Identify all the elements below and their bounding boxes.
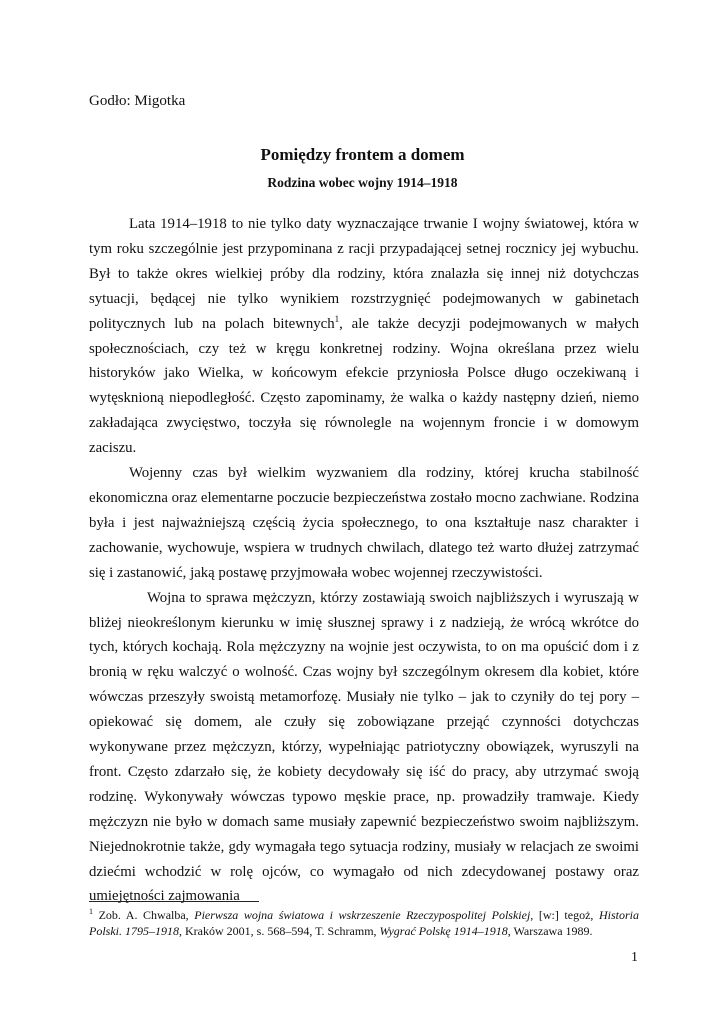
footnote-title-a: Pierwsza wojna światowa i wskrzeszenie Rzeczypospolitej Polskiej <box>194 908 531 922</box>
footnote-separator <box>89 901 259 902</box>
footnote-title-c: Wygrać Polskę 1914–1918 <box>379 924 508 938</box>
footnote-number: 1 <box>89 907 93 916</box>
document-title: Pomiędzy frontem a domem <box>260 145 465 164</box>
paragraph-1 <box>89 212 639 461</box>
motto-line: Godło: Migotka <box>89 93 186 109</box>
footnote-text-d: , Warszawa 1989. <box>507 924 593 938</box>
body-text <box>89 212 639 909</box>
document-subtitle: Rodzina wobec wojny 1914–1918 <box>267 175 458 190</box>
footnote <box>89 907 639 939</box>
footnote-title-b: Historia Polski. 1795–1918 <box>89 908 639 938</box>
paragraph-2: Wojenny czas był wielkim wyzwaniem dla rodziny, której krucha stabilność ekonomiczna oraz elementarne poczucie bezpieczeństwa zostało mocno zachwiane. Rodzina była i jest najważniejszą częścią życia społecznego, to ona kształtuje nasz charakter i zachowanie, wychowuje, wspiera w trudnych chwilach, dlatego też warto dłużej zatrzymać się i zastanowić, jaką postawę przyjmowała wobec wojennej rzeczywistości. <box>89 465 639 581</box>
page-number: 1 <box>631 950 638 965</box>
paragraph-3: Wojna to sprawa mężczyzn, którzy zostawiają swoich najbliższych i wyruszają w bliżej nieokreślonym kierunku w imię słusznej sprawy i z nadzieją, że wrócą wkrótce do tych, których kochają. Rola mężczyzny na wojnie jest oczywista, to on ma opuścić dom i z bronią w ręku walczyć o wolność. Czas wojny był szczególnym okresem dla kobiet, które wówczas przeszyły swoistą metamorfozę. Musiały nie tylko – jak to czyniły do tej pory – opiekować się domem, ale czuły się zobowiązane przejąć czynności dotychczas wykonywane przez mężczyzn, którzy, wypełniając patriotyczny obowiązek, wyruszyli na front. Często zdarzało się, że kobiety decydowały się iść do pracy, aby utrzymać swoją rodzinę. Wykonywały wówczas typowo męskie prace, np. prowadziły tramwaje. Kiedy mężczyzn nie było w domach same musiały zapewnić bezpieczeństwo swoim najbliższym. Niejednokrotnie także, gdy wymagała tego sytuacja rodziny, musiały w relacjach ze swoimi dziećmi wchodzić w rolę ojców, co wymagało od nich zdecydowanej postawy oraz umiejętności zajmowania <box>89 589 639 905</box>
footnote-text-b: , [w:] tegoż, <box>530 908 599 922</box>
footnote-text-a: Zob. A. Chwalba, <box>93 908 195 922</box>
paragraph-1-text-b: , ale także decyzji podejmowanych w małych społecznościach, czy też w kręgu konkretnej rodziny. Wojna określana przez wielu historyków jako Wielka, w końcowym efekcie przyniosła Polsce długo oczekiwaną i wytęsknioną niepodległość. Często zapominamy, że walka o każdy następny dzień, niemo zakładająca zwycięstwo, toczyła się równolegle na wojennym froncie i w domowym zaciszu. <box>89 315 639 457</box>
footnote-reference: 1 <box>334 313 340 324</box>
footnote-text-c: , Kraków 2001, s. 568–594, T. Schramm, <box>179 924 380 938</box>
paragraph-1-text-a: Lata 1914–1918 to nie tylko daty wyznaczające trwanie I wojny światowej, która w tym roku szczególnie jest przypominana z racji przypadającej setnej rocznicy jej wybuchu. Był to także okres wielkiej próby dla rodziny, która znalazła się innej niż dotychczas sytuacji, będącej nie tylko wynikiem rozstrzygnięć podejmowanych w gabinetach politycznych lub na polach bitewnych <box>89 216 639 332</box>
